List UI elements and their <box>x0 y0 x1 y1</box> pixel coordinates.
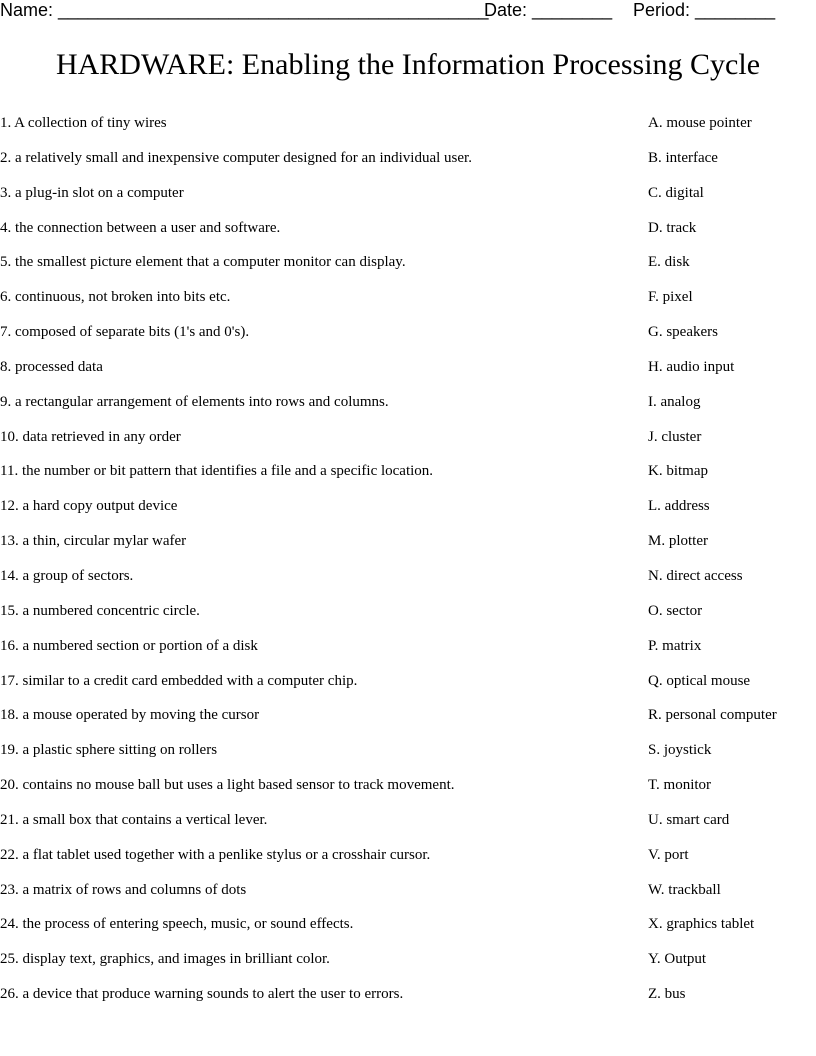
answer-item: J. cluster <box>648 428 702 445</box>
question-item: 23. a matrix of rows and columns of dots <box>0 881 247 898</box>
question-item: 21. a small box that contains a vertical lever. <box>0 811 268 828</box>
answer-item: O. sector <box>648 602 703 619</box>
question-item: 10. data retrieved in any order <box>0 428 181 445</box>
answer-item: S. joystick <box>648 742 712 759</box>
question-item: 18. a mouse operated by moving the cursor <box>0 707 260 724</box>
answer-item: W. trackball <box>648 881 721 898</box>
answer-item: A. mouse pointer <box>648 115 752 131</box>
answer-item: X. graphics tablet <box>648 916 755 933</box>
answer-item: H. audio input <box>648 358 735 375</box>
question-list <box>0 114 630 1020</box>
answer-item: P. matrix <box>648 637 702 654</box>
question-item: 5. the smallest picture element that a computer monitor can display. <box>0 254 406 271</box>
question-item: 4. the connection between a user and software. <box>0 219 281 236</box>
question-item: 11. the number or bit pattern that identifies a file and a specific location. <box>0 463 434 480</box>
page-title: HARDWARE: Enabling the Information Processing Cycle <box>55 48 761 81</box>
answer-item: Z. bus <box>648 986 686 1003</box>
question-item: 24. the process of entering speech, music, or sound effects. <box>0 916 354 933</box>
question-item: 6. continuous, not broken into bits etc. <box>0 289 231 306</box>
question-item: 25. display text, graphics, and images in brilliant color. <box>0 951 330 968</box>
answer-item: E. disk <box>648 254 690 271</box>
question-item: 3. a plug-in slot on a computer <box>0 184 184 201</box>
question-item: 7. composed of separate bits (1's and 0's). <box>0 324 250 341</box>
question-item: 2. a relatively small and inexpensive computer designed for an individual user. <box>0 149 472 166</box>
answer-item: Y. Output <box>648 951 707 968</box>
question-item: 15. a numbered concentric circle. <box>0 602 200 619</box>
question-item: 13. a thin, circular mylar wafer <box>0 533 187 550</box>
question-item: 16. a numbered section or portion of a disk <box>0 637 258 654</box>
name-field[interactable]: Name: ___________________________________________ <box>0 0 489 20</box>
answer-item: B. interface <box>648 149 718 166</box>
answer-item: L. address <box>648 498 710 515</box>
question-item: 20. contains no mouse ball but uses a light based sensor to track movement. <box>0 777 455 794</box>
answer-item: G. speakers <box>648 324 718 341</box>
answer-item: K. bitmap <box>648 463 708 480</box>
date-field[interactable]: Date: ________ <box>484 0 613 20</box>
question-item: 9. a rectangular arrangement of elements into rows and columns. <box>0 393 389 410</box>
answer-item: M. plotter <box>648 533 708 550</box>
period-field[interactable]: Period: ________ <box>633 0 776 20</box>
answer-item: F. pixel <box>648 289 693 306</box>
question-item: 19. a plastic sphere sitting on rollers <box>0 742 218 759</box>
answer-list <box>648 114 816 1020</box>
question-item: 26. a device that produce warning sounds to alert the user to errors. <box>0 986 404 1003</box>
answer-item: I. analog <box>648 393 701 410</box>
answer-item: T. monitor <box>648 777 712 794</box>
question-item: 22. a flat tablet used together with a penlike stylus or a crosshair cursor. <box>0 846 431 863</box>
answer-item: C. digital <box>648 184 704 201</box>
answer-item: V. port <box>648 846 689 863</box>
question-item: 17. similar to a credit card embedded with a computer chip. <box>0 672 358 689</box>
answer-item: R. personal computer <box>648 707 777 724</box>
answer-item: D. track <box>648 219 697 236</box>
answer-item: Q. optical mouse <box>648 672 751 689</box>
answer-item: U. smart card <box>648 811 730 828</box>
question-item: 12. a hard copy output device <box>0 498 178 515</box>
question-item: 8. processed data <box>0 358 103 375</box>
header-line <box>0 0 816 22</box>
question-item: 14. a group of sectors. <box>0 567 134 584</box>
question-item: 1. A collection of tiny wires <box>0 115 167 131</box>
answer-item: N. direct access <box>648 567 743 584</box>
